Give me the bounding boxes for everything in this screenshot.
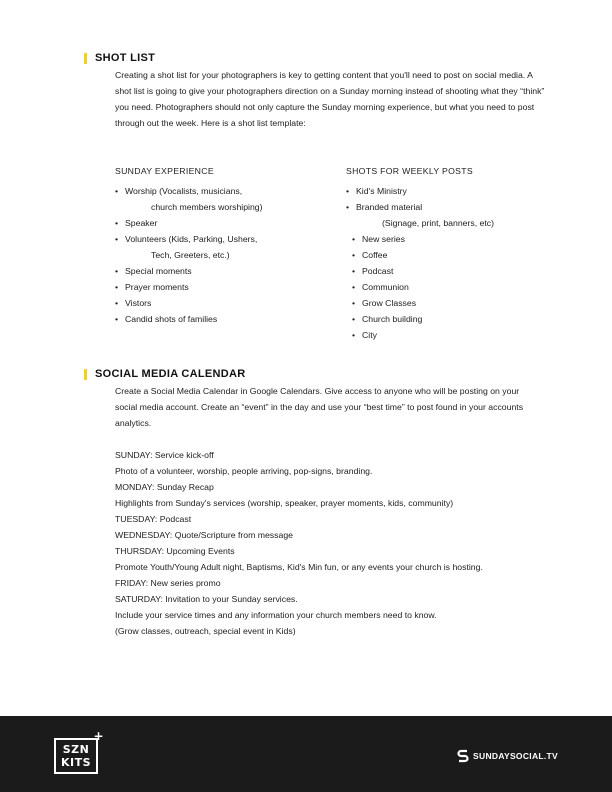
list-item <box>346 327 494 343</box>
list-item-text: Communion <box>362 282 409 292</box>
calendar-line: Include your service times and any information your church members need to know. <box>115 610 437 620</box>
calendar-title: SOCIAL MEDIA CALENDAR <box>95 368 246 380</box>
sunday-experience-column <box>115 163 263 327</box>
bullet-icon: • <box>352 234 356 244</box>
list-item-text: City <box>362 330 377 340</box>
calendar-line: FRIDAY: New series promo <box>115 578 221 588</box>
shot-list-heading <box>84 52 155 64</box>
bullet-icon: • <box>352 282 356 292</box>
calendar-line: MONDAY: Sunday Recap <box>115 482 214 492</box>
shot-list-title: SHOT LIST <box>95 52 156 64</box>
list-item <box>346 247 494 263</box>
list-item <box>346 311 494 327</box>
bullet-icon: • <box>346 202 350 212</box>
bullet-icon: • <box>115 218 119 228</box>
sunday-social-s-icon <box>457 749 469 763</box>
logo-text-bottom: KITS <box>60 756 92 769</box>
list-item-text: Podcast <box>362 266 394 276</box>
site-url[interactable]: SUNDAYSOCIAL.TV <box>473 751 558 761</box>
list-item-text: Branded material <box>356 202 423 212</box>
accent-bar <box>84 369 87 380</box>
weekly-posts-list <box>346 183 494 343</box>
calendar-line: TUESDAY: Podcast <box>115 514 192 524</box>
sunday-social-logo[interactable] <box>457 749 558 763</box>
szn-kits-logo[interactable] <box>54 729 104 774</box>
accent-bar <box>84 53 87 64</box>
list-item <box>115 263 263 279</box>
sunday-experience-list <box>115 183 263 327</box>
list-item <box>346 183 494 199</box>
list-item-text: Prayer moments <box>125 282 189 292</box>
calendar-intro: Create a Social Media Calendar in Google Calendars. Give access to anyone who will be posting on your social media account. Create an “event” in the day and use your “best time” to post found in your accounts analytics. <box>115 386 524 428</box>
bullet-icon: • <box>346 186 350 196</box>
calendar-line: Photo of a volunteer, worship, people arriving, pop-signs, branding. <box>115 466 373 476</box>
bullet-icon: • <box>352 250 356 260</box>
calendar-line: (Grow classes, outreach, special event in Kids) <box>115 626 296 636</box>
weekly-posts-column <box>346 163 494 343</box>
bullet-icon: • <box>352 298 356 308</box>
list-item <box>115 295 263 311</box>
sunday-experience-heading: SUNDAY EXPERIENCE <box>115 166 214 176</box>
calendar-schedule <box>115 447 550 639</box>
bullet-icon: • <box>115 266 119 276</box>
bullet-icon: • <box>115 282 119 292</box>
list-item-text: Kid's Ministry <box>356 186 407 196</box>
list-item-text: Special moments <box>125 266 192 276</box>
bullet-icon: • <box>115 234 119 244</box>
list-item-continuation: Tech, Greeters, etc.) <box>151 250 230 260</box>
list-item <box>346 231 494 247</box>
list-item-text: Candid shots of families <box>125 314 218 324</box>
list-item <box>115 279 263 295</box>
list-item-text: New series <box>362 234 405 244</box>
list-item <box>346 263 494 279</box>
list-item <box>115 183 263 199</box>
list-item-text: Volunteers (Kids, Parking, Ushers, <box>125 234 258 244</box>
bullet-icon: • <box>115 186 119 196</box>
bullet-icon: • <box>115 298 119 308</box>
bullet-icon: • <box>352 314 356 324</box>
list-item <box>115 231 263 247</box>
list-item-text: Church building <box>362 314 423 324</box>
list-item-text: Coffee <box>362 250 388 260</box>
shot-list-intro: Creating a shot list for your photographers is key to getting content that you'll need to post on social media. A shot list is going to give your photographers direction on a Sunday morning instead of shooting what they “think” you need. Photographers should not only capture the Sunday morning experience, but what you need to post through out the week. Here is a shot list template: <box>115 70 545 128</box>
calendar-line: SATURDAY: Invitation to your Sunday services. <box>115 594 298 604</box>
bullet-icon: • <box>115 314 119 324</box>
calendar-line: Promote Youth/Young Adult night, Baptisms, Kid's Min fun, or any events your church is hosting. <box>115 562 483 572</box>
list-item-text: Vistors <box>125 298 152 308</box>
weekly-posts-heading: SHOTS FOR WEEKLY POSTS <box>346 166 473 176</box>
list-item <box>346 295 494 311</box>
calendar-line: THURSDAY: Upcoming Events <box>115 546 235 556</box>
logo-text-top: SZN <box>62 743 90 756</box>
plus-icon: + <box>93 729 104 743</box>
list-item <box>346 199 494 215</box>
bullet-icon: • <box>352 266 356 276</box>
bullet-icon: • <box>352 330 356 340</box>
list-item-text: Grow Classes <box>362 298 417 308</box>
list-item <box>115 215 263 231</box>
calendar-line: WEDNESDAY: Quote/Scripture from message <box>115 530 293 540</box>
calendar-line: Highlights from Sunday's services (worship, speaker, prayer moments, kids, community) <box>115 498 454 508</box>
footer <box>0 716 612 792</box>
list-item-continuation: church members worshiping) <box>151 202 263 212</box>
list-item-continuation: (Signage, print, banners, etc) <box>382 218 495 228</box>
calendar-line: SUNDAY: Service kick-off <box>115 450 214 460</box>
list-item <box>346 279 494 295</box>
list-item <box>115 311 263 327</box>
list-item-text: Worship (Vocalists, musicians, <box>125 186 243 196</box>
calendar-heading <box>84 368 246 380</box>
list-item-text: Speaker <box>125 218 158 228</box>
